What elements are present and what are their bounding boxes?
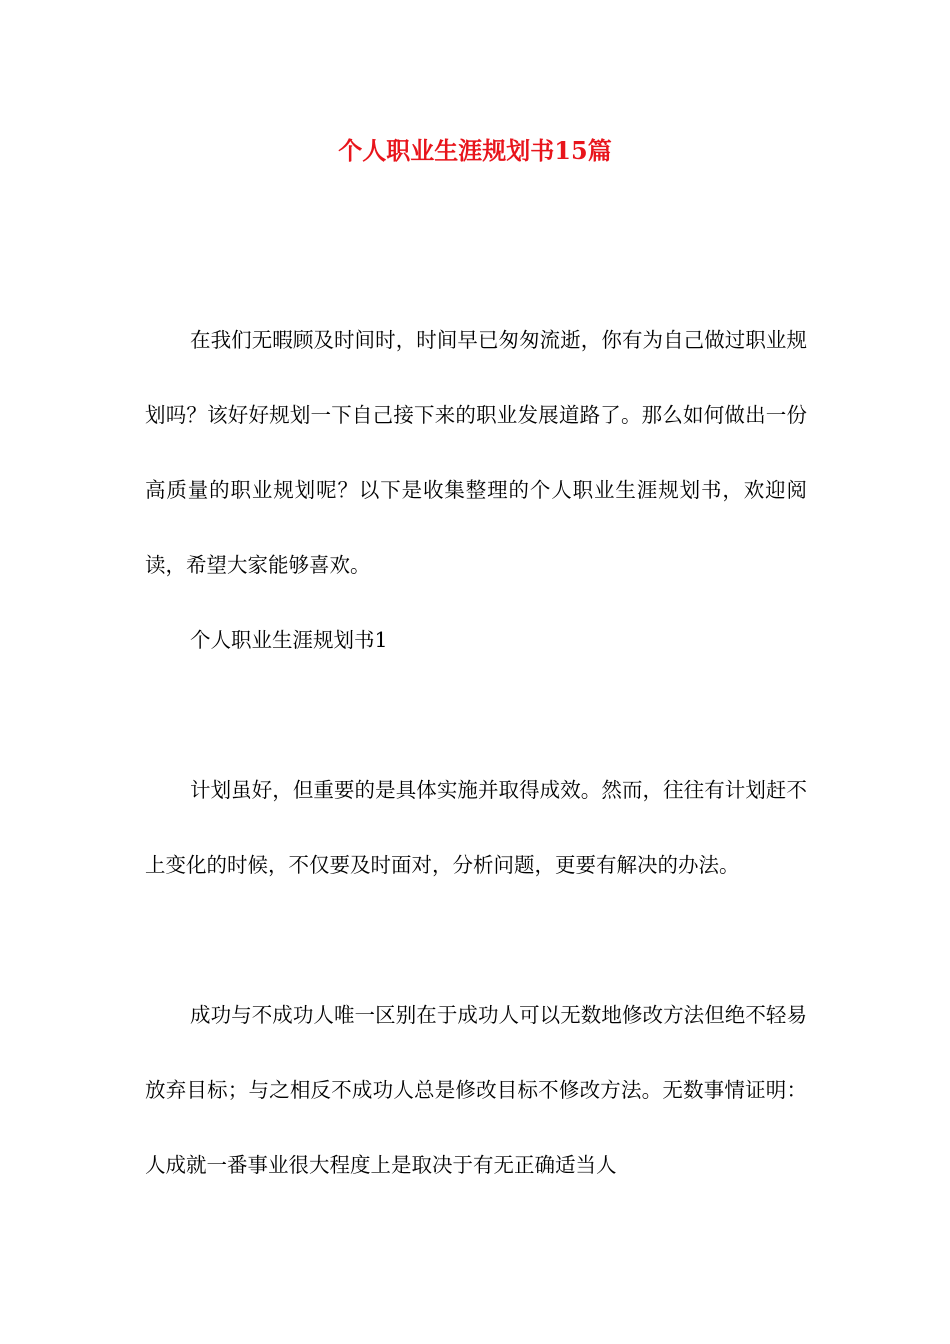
body-paragraph: 计划虽好，但重要的是具体实施并取得成效。然而，往往有计划赶不上变化的时候，不仅要及时面对，分析问题，更要有解决的办法。 (145, 778, 807, 877)
document-title: 个人职业生涯规划书15篇 (338, 136, 612, 165)
section-heading: 个人职业生涯规划书1 (190, 628, 388, 652)
intro-paragraph: 在我们无暇顾及时间时，时间早已匆匆流逝，你有为自己做过职业规划吗？该好好规划一下自己接下来的职业发展道路了。那么如何做出一份高质量的职业规划呢？以下是收集整理的个人职业生涯规划书，欢迎阅读，希望大家能够喜欢。 (145, 328, 807, 577)
body-paragraph: 成功与不成功人唯一区别在于成功人可以无数地修改方法但绝不轻易放弃目标；与之相反不成功人总是修改目标不修改方法。无数事情证明：人成就一番事业很大程度上是取决于有无正确适当人 (145, 1003, 807, 1177)
